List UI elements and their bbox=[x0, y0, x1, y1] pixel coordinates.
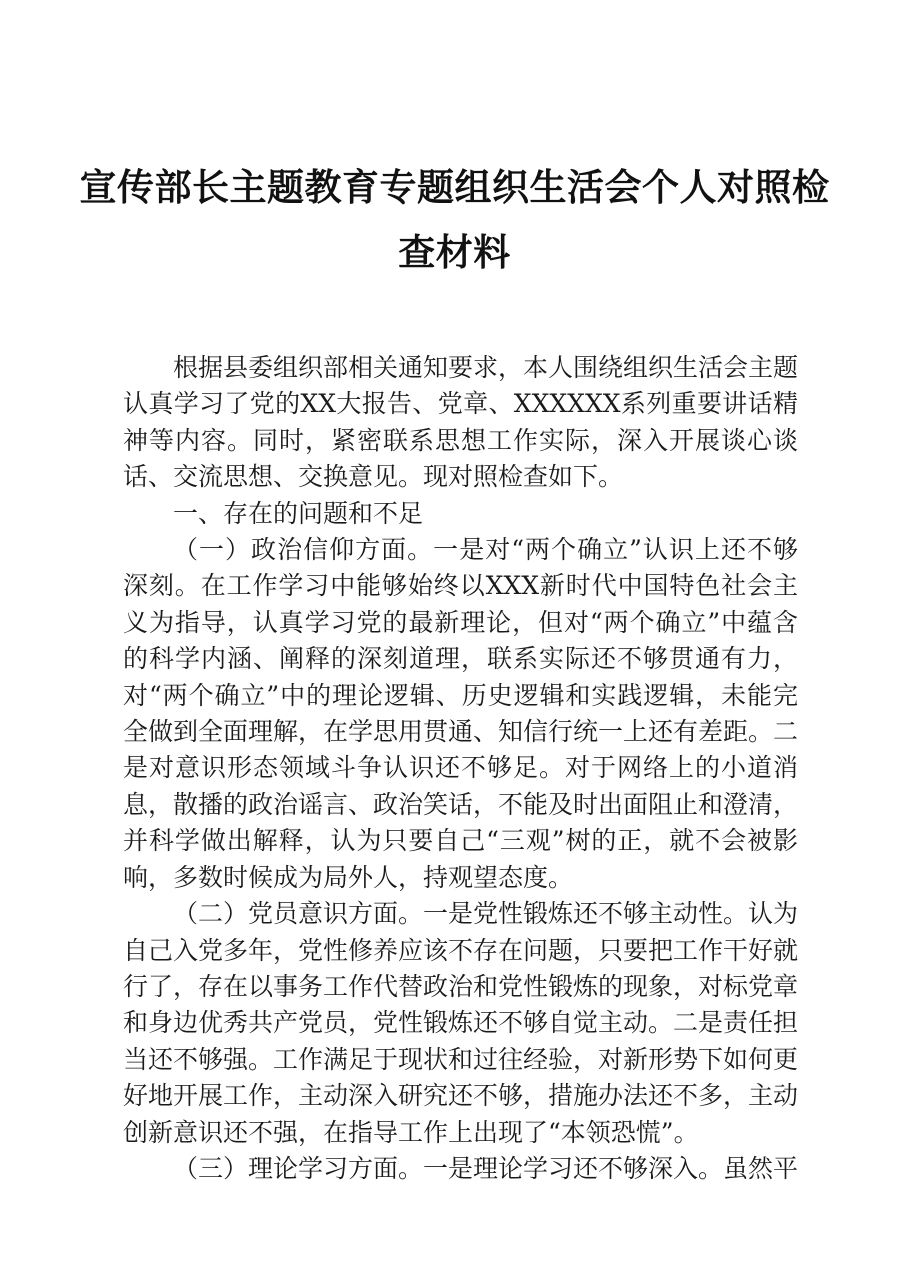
document-title-line-1: 宣传部长主题教育专题组织生活会个人对照检 bbox=[79, 165, 830, 209]
intro-paragraph: 根据县委组织部相关通知要求，本人围绕组织生活会主题认真学习了党的XX大报告、党章、XXXXXX系列重要讲话精神等内容。同时，紧密联系思想工作实际，深入开展谈心谈话、交流思想、交换意见。现对照检查如下。 bbox=[123, 353, 799, 492]
body-paragraph-party-awareness: （二）党员意识方面。一是党性锻炼还不够主动性。认为自己入党多年，党性修养应该不存在问题，只要把工作干好就行了，存在以事务工作代替政治和党性锻炼的现象，对标党章和身边优秀共产党员，党性锻炼还不够自觉主动。二是责任担当还不够强。工作满足于现状和过往经验，对新形势下如何更好地开展工作，主动深入研究还不够，措施办法还不多，主动创新意识还不强，在指导工作上出现了“本领恐慌”。 bbox=[123, 899, 799, 1147]
document-body bbox=[123, 350, 798, 1187]
section-heading: 一、存在的问题和不足 bbox=[173, 498, 424, 528]
document-title-line-2: 查材料 bbox=[398, 230, 511, 274]
body-paragraph-theory-study: （三）理论学习方面。一是理论学习还不够深入。虽然平 bbox=[173, 1153, 799, 1183]
body-paragraph-political-belief: （一）政治信仰方面。一是对“两个确立”认识上还不够深刻。在工作学习中能够始终以XXX新时代中国特色社会主义为指导，认真学习党的最新理论，但对“两个确立”中蕴含的科学内涵、阐释的深刻道理，联系实际还不够贯通有力，对“两个确立”中的理论逻辑、历史逻辑和实践逻辑，未能完全做到全面理解，在学思用贯通、知信行统一上还有差距。二是对意识形态领域斗争认识还不够足。对于网络上的小道消息，散播的政治谣言、政治笑话，不能及时出面阻止和澄清，并科学做出解释，认为只要自己“三观”树的正，就不会被影响，多数时候成为局外人，持观望态度。 bbox=[123, 535, 799, 892]
